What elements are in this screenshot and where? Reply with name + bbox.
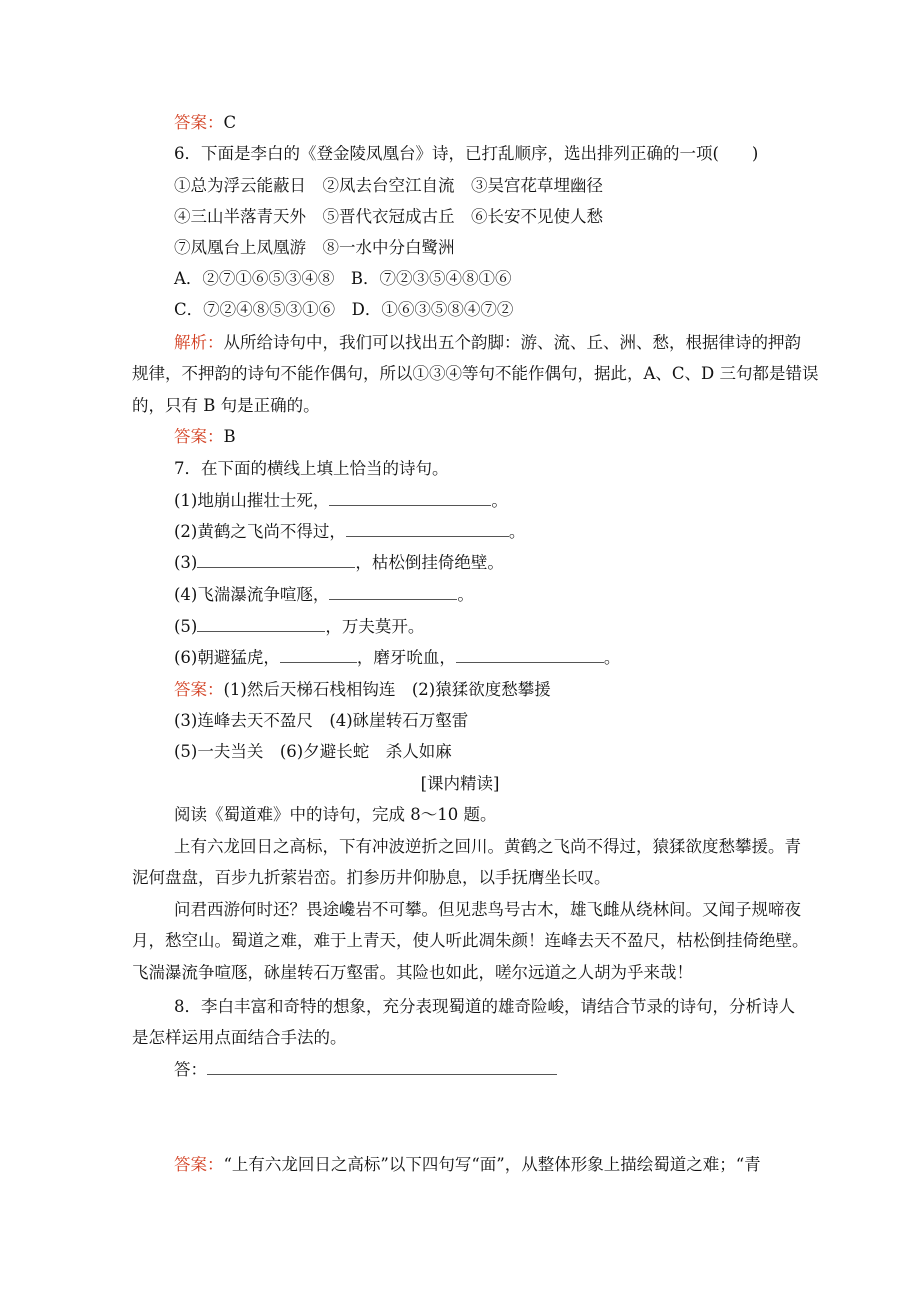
q8-answer: 答案：“上有六龙回日之高标”以下四句写“面”，从整体形象上描绘蜀道之难；“青 bbox=[174, 1155, 761, 1174]
q8-stem: 8．李白丰富和奇特的想象，充分表现蜀道的雄奇险峻，请结合节录的诗句，分析诗人 bbox=[174, 997, 795, 1016]
q6-analysis-line-3: 的，只有 B 句是正确的。 bbox=[132, 396, 320, 415]
answer-label: 答案： bbox=[174, 113, 224, 132]
q7-item-3: (3) ，枯松倒挂倚绝壁。 bbox=[174, 553, 504, 572]
q6-analysis-line-2: 规律，不押韵的诗句不能作偶句，所以①③④等句不能作偶句，据此，A、C、D 三句都是错误 bbox=[132, 364, 819, 383]
fill-blank[interactable] bbox=[346, 522, 509, 537]
q6-answer: 答案：B bbox=[174, 427, 236, 446]
passage-line-1: 上有六龙回日之高标，下有冲波逆折之回川。黄鹤之飞尚不得过，猿猱欲度愁攀援。青 bbox=[174, 837, 801, 856]
answer-blank[interactable] bbox=[207, 1060, 557, 1075]
q6-options-cd: C．⑦②④⑧⑤③①⑥ D．①⑥③⑤⑧④⑦② bbox=[174, 300, 514, 319]
fill-blank[interactable] bbox=[197, 553, 355, 568]
passage-line-5: 飞湍瀑流争喧豗，砯崖转石万壑雷。其险也如此，嗟尔远道之人胡为乎来哉！ bbox=[132, 963, 693, 982]
reading-intro: 阅读《蜀道难》中的诗句，完成 8～10 题。 bbox=[174, 805, 497, 824]
q7-item-1: (1)地崩山摧壮士死， 。 bbox=[174, 491, 508, 510]
fill-blank[interactable] bbox=[329, 585, 457, 600]
fill-blank[interactable] bbox=[456, 648, 604, 663]
fill-blank[interactable] bbox=[280, 648, 357, 663]
q5-answer: 答案：C bbox=[174, 113, 237, 132]
q6-analysis: 解析：从所给诗句中，我们可以找出五个韵脚：游、流、丘、洲、愁，根据律诗的押韵 bbox=[174, 333, 801, 352]
q6-line-3: ⑦凤凰台上凤凰游 ⑧一水中分白鹭洲 bbox=[174, 238, 455, 257]
passage-line-4: 月，愁空山。蜀道之难，难于上青天，使人听此凋朱颜！连峰去天不盈尺，枯松倒挂倚绝壁。 bbox=[132, 931, 809, 950]
q8-stem-line-2: 是怎样运用点面结合手法的。 bbox=[132, 1028, 347, 1047]
q7-answer-2: (3)连峰去天不盈尺 (4)砯崖转石万壑雷 bbox=[174, 711, 469, 730]
q7-item-6: (6)朝避猛虎， ，磨牙吮血， 。 bbox=[174, 648, 621, 667]
section-title: [课内精读] bbox=[420, 774, 500, 793]
answer-label: 答案： bbox=[174, 1155, 224, 1174]
q7-stem: 7．在下面的横线上填上恰当的诗句。 bbox=[174, 459, 449, 478]
q7-item-5: (5) ，万夫莫开。 bbox=[174, 617, 425, 636]
q7-answer-3: (5)一夫当关 (6)夕避长蛇 杀人如麻 bbox=[174, 742, 452, 761]
q7-answer-1: 答案：(1)然后天梯石栈相钩连 (2)猿猱欲度愁攀援 bbox=[174, 680, 551, 699]
q7-item-4: (4)飞湍瀑流争喧豗， 。 bbox=[174, 585, 474, 604]
q7-item-2: (2)黄鹤之飞尚不得过， 。 bbox=[174, 522, 526, 541]
q6-options-ab: A．②⑦①⑥⑤③④⑧ B．⑦②③⑤④⑧①⑥ bbox=[174, 269, 512, 288]
q6-stem: 6．下面是李白的《登金陵凤凰台》诗，已打乱顺序，选出排列正确的一项( ) bbox=[174, 144, 759, 163]
q8-answer-prompt: 答： bbox=[174, 1060, 557, 1080]
answer-label: 答案： bbox=[174, 680, 224, 699]
passage-line-2: 泥何盘盘，百步九折萦岩峦。扪参历井仰胁息，以手抚膺坐长叹。 bbox=[132, 868, 611, 887]
q6-line-1: ①总为浮云能蔽日 ②凤去台空江自流 ③吴宫花草埋幽径 bbox=[174, 176, 603, 195]
passage-line-3: 问君西游何时还？畏途巉岩不可攀。但见悲鸟号古木，雄飞雌从绕林间。又闻子规啼夜 bbox=[174, 900, 801, 919]
fill-blank[interactable] bbox=[197, 617, 325, 632]
answer-label: 答案： bbox=[174, 427, 224, 446]
q6-line-2: ④三山半落青天外 ⑤晋代衣冠成古丘 ⑥长安不见使人愁 bbox=[174, 207, 603, 226]
analysis-label: 解析： bbox=[174, 333, 224, 352]
fill-blank[interactable] bbox=[329, 491, 491, 506]
